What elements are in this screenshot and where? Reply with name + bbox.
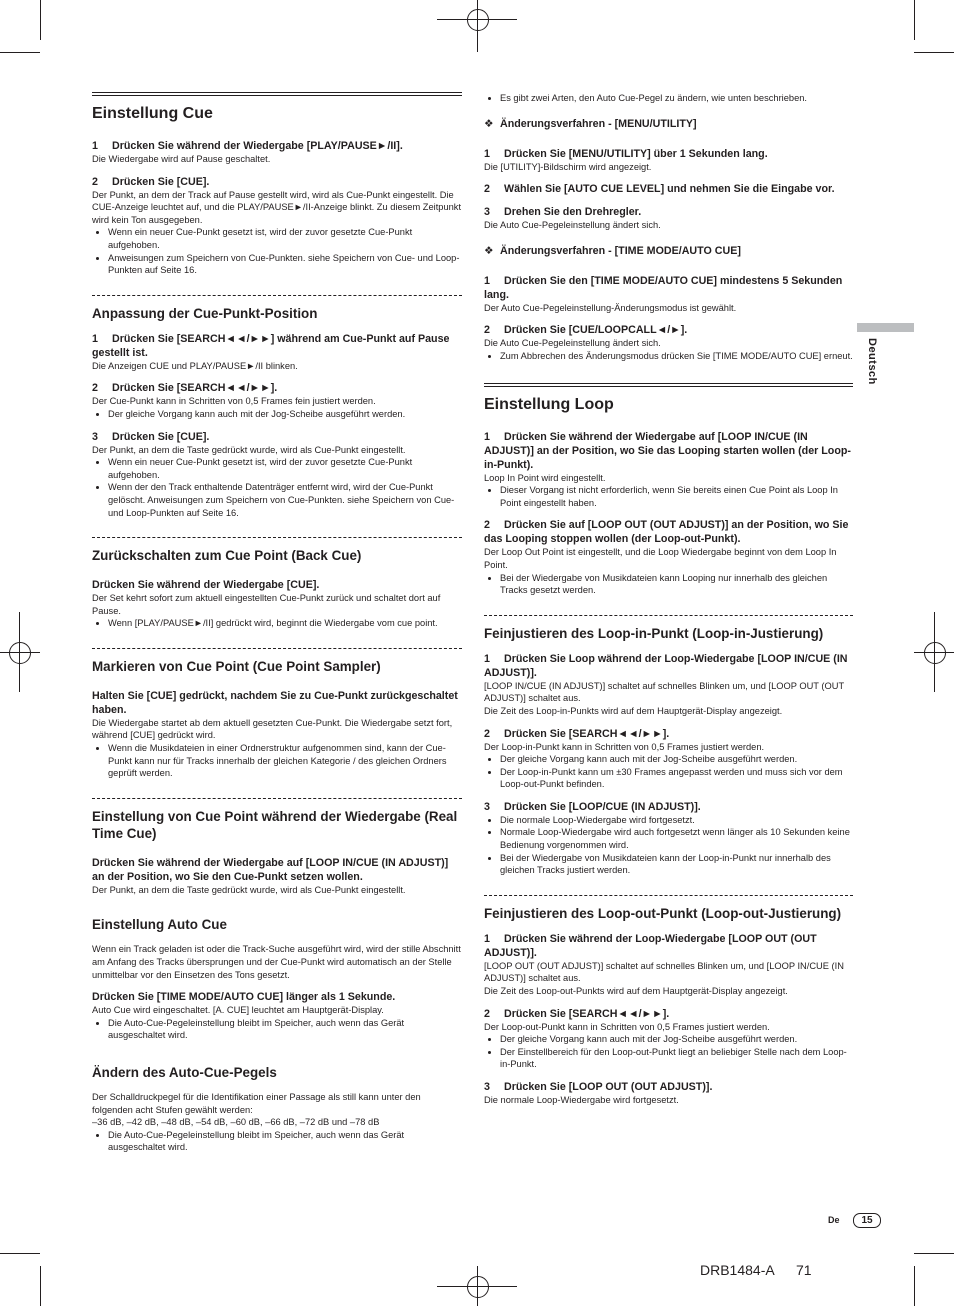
step: Halten Sie [CUE] gedrückt, nachdem Sie zu Cue-Punkt zurückgeschaltet haben. <box>92 689 458 716</box>
section-title: Einstellung Auto Cue <box>92 917 227 933</box>
step: 3 Drücken Sie [LOOP/CUE (IN ADJUST)]. <box>484 800 701 813</box>
step: 1 Drücken Sie Loop während der Loop-Wiedergabe [LOOP IN/CUE (IN ADJUST)]. <box>484 652 848 679</box>
section-title: Zurückschalten zum Cue Point (Back Cue) <box>92 537 462 564</box>
right-column <box>484 92 853 1107</box>
language-label: Deutsch <box>866 338 878 385</box>
step-text: Der Punkt, an dem die Taste gedrückt wurde, wird als Cue-Punkt eingestellt. <box>92 884 406 895</box>
section-text: Wenn ein Track geladen ist oder die Track-Suche ausgeführt wird, wird der stille Abschnitt am Anfang des Tracks übersprungen und der Cue-Punkt wird automatisch an der Stelle unmittelbar vor den Einsetzen des Tons gesetzt. <box>92 944 461 980</box>
language-tab <box>857 323 914 332</box>
step-text: Der Loop-out-Punkt kann in Schritten von 0,5 Frames justiert werden. <box>484 1021 770 1032</box>
bullet-list: • Die normale Loop-Wiedergabe wird fortgesetzt. • Normale Loop-Wiedergabe wird auch fortgesetzt wenn länger als 10 Sekunden keine Bedienung vorgenommen wird. • Bei der Wiedergabe von Musikdateien kann der Loop-in-Punkt nur innerhalb des gleichen Tracks justiert werden. <box>484 814 853 877</box>
crop-mark <box>0 52 40 53</box>
crop-mark <box>477 0 478 52</box>
crop-mark <box>40 1266 41 1306</box>
page-language: De <box>828 1215 840 1225</box>
registration-mark-top <box>467 9 489 31</box>
section-title: Einstellung von Cue Point während der Wiedergabe (Real Time Cue) <box>92 798 462 842</box>
step: 2 Drücken Sie [SEARCH◄◄/►►]. <box>92 382 278 395</box>
step: 1 Drücken Sie [MENU/UTILITY] über 1 Sekunden lang. <box>484 147 768 160</box>
document-code: DRB1484-A <box>700 1262 775 1278</box>
step-text: Die Wiedergabe startet ab dem aktuell gesetzten Cue-Punkt. Die Wiedergabe setzt fort, während [CUE] gedrückt wird. <box>92 717 453 741</box>
step-text: [LOOP IN/CUE (IN ADJUST)] schaltet auf schnelles Blinken um, und [LOOP OUT (OUT ADJUST)] schaltet aus. <box>484 680 844 704</box>
bullet-list: • Die Auto-Cue-Pegeleinstellung bleibt im Speicher, auch wenn das Gerät ausgeschaltet wird. <box>92 1129 462 1154</box>
step: 1 Drücken Sie den [TIME MODE/AUTO CUE] mindestens 5 Sekunden lang. <box>484 274 843 301</box>
step: 2 Drücken Sie [CUE/LOOPCALL◄/►]. <box>484 324 688 337</box>
step: 2 Wählen Sie [AUTO CUE LEVEL] und nehmen Sie die Eingabe vor. <box>484 183 835 196</box>
bullet-list: • Es gibt zwei Arten, den Auto Cue-Pegel zu ändern, wie unten beschrieben. <box>484 92 853 105</box>
step-text: Loop In Point wird eingestellt. <box>484 472 606 483</box>
step: 2 Drücken Sie [SEARCH◄◄/►►]. <box>484 1007 670 1020</box>
bullet-list: • Die Auto-Cue-Pegeleinstellung bleibt im Speicher, auch wenn das Gerät ausgeschaltet wird. <box>92 1017 462 1042</box>
section-title: Feinjustieren des Loop-out-Punkt (Loop-out-Justierung) <box>484 895 853 922</box>
crop-mark <box>0 652 40 653</box>
crop-mark <box>914 0 915 40</box>
bullet-list: • Wenn ein neuer Cue-Punkt gesetzt ist, wird der zuvor gesetzte Cue-Punkt aufgehoben. • Anweisungen zum Speichern von Cue-Punkten. siehe Speichern von Cue- und Loop-Punkten auf Seite 16. <box>92 226 462 276</box>
crop-mark <box>914 1253 954 1254</box>
section-text: –36 dB, –42 dB, –48 dB, –54 dB, –60 dB, –66 dB, –72 dB und –78 dB <box>92 1117 380 1128</box>
registration-mark-bottom <box>467 1276 489 1298</box>
step: 1 Drücken Sie während der Wiedergabe auf [LOOP IN/CUE (IN ADJUST)] an der Position, wo Sie das Looping starten wollen (der Loop-in-Punkt). <box>484 430 851 471</box>
section-title: Anpassung der Cue-Punkt-Position <box>92 295 462 322</box>
step-text: Auto Cue wird eingeschaltet. [A. CUE] leuchtet am Hauptgerät-Display. <box>92 1005 384 1016</box>
bullet-list: • Wenn ein neuer Cue-Punkt gesetzt ist, wird der zuvor gesetzte Cue-Punkt aufgehoben. • Wenn der den Track enthaltende Datenträger entfernt wird, wird der Cue-Punkt gelöscht. Anweisungen zum Speichern von Cue-Punkten. siehe Speichern von Cue- und Loop-Punkten auf Seite 16. <box>92 456 462 519</box>
document-page: 71 <box>796 1262 812 1278</box>
step: 2 Drücken Sie [SEARCH◄◄/►►]. <box>484 727 670 740</box>
bullet-list: • Zum Abbrechen des Änderungsmodus drücken Sie [TIME MODE/AUTO CUE] erneut. <box>484 350 853 363</box>
step: 3 Drücken Sie [CUE]. <box>92 430 210 443</box>
step-text: [LOOP OUT (OUT ADJUST)] schaltet auf schnelles Blinken um, und [LOOP IN/CUE (IN ADJUST)] schaltet aus. <box>484 960 844 984</box>
step: Drücken Sie während der Wiedergabe auf [LOOP IN/CUE (IN ADJUST)] an der Position, wo Sie den Cue-Punkt setzen wollen. <box>92 856 449 883</box>
step: Drücken Sie während der Wiedergabe [CUE]. <box>92 579 320 592</box>
step-text: Die Auto Cue-Pegeleinstellung ändert sich. <box>484 338 661 349</box>
crop-mark <box>914 652 954 653</box>
section-title: Markieren von Cue Point (Cue Point Sampler) <box>92 648 462 675</box>
crop-mark <box>914 1266 915 1306</box>
step-text: Der Set kehrt sofort zum aktuell eingestellten Cue-Punkt zurück und schaltet dort auf Pause. <box>92 593 441 616</box>
sub-heading: ❖ Änderungsverfahren - [TIME MODE/AUTO CUE] <box>484 244 741 257</box>
section-text: Der Schalldruckpegel für die Identifikation einer Passage als still kann unter den folgenden acht Stufen gewählt werden: <box>92 1092 421 1115</box>
bullet-list: • Wenn [PLAY/PAUSE►/II] gedrückt wird, beginnt die Wiedergabe vom cue point. <box>92 617 462 630</box>
bullet-list: • Der gleiche Vorgang kann auch mit der Jog-Scheibe ausgeführt werden. • Der Einstellbereich für den Loop-out-Punkt liegt an beliebiger Stelle nach dem Loop-in-Punkt. <box>484 1033 853 1071</box>
step-text: Die Zeit des Loop-out-Punkts wird auf dem Hauptgerät-Display angezeigt. <box>484 986 788 997</box>
step-text: Die Zeit des Loop-in-Punkts wird auf dem Hauptgerät-Display angezeigt. <box>484 705 783 716</box>
crop-mark <box>0 1253 40 1254</box>
step-text: Der Loop Out Point ist eingestellt, und die Loop Wiedergabe beginnt von dem Loop In Point. <box>484 547 837 570</box>
section-title: Ändern des Auto-Cue-Pegels <box>92 1065 277 1080</box>
step: 1 Drücken Sie [SEARCH◄◄/►►] während am Cue-Punkt auf Pause gestellt ist. <box>92 332 450 359</box>
crop-mark <box>437 19 517 20</box>
step-text: Die Anzeigen CUE und PLAY/PAUSE►/II blinken. <box>92 360 298 371</box>
left-column <box>92 92 462 1154</box>
bullet-list: • Bei der Wiedergabe von Musikdateien kann Looping nur innerhalb des gleichen Tracks gesetzt werden. <box>484 572 853 597</box>
sub-heading: ❖ Änderungsverfahren - [MENU/UTILITY] <box>484 117 697 130</box>
step-text: Die Wiedergabe wird auf Pause geschaltet. <box>92 154 271 164</box>
step-text: Der Punkt, an dem der Track auf Pause gestellt wird, wird als Cue-Punkt eingestellt. Die CUE-Anzeige leuchtet auf, und die PLAY/PAUSE►/II-Anzeige blinkt. Zu diesem Zeitpunkt wird kein Ton ausgegeben. <box>92 189 462 225</box>
step-text: Die normale Loop-Wiedergabe wird fortgesetzt. <box>484 1095 679 1105</box>
step-text: Der Loop-in-Punkt kann in Schritten von 0,5 Frames justiert werden. <box>484 741 765 752</box>
step: 2 Drücken Sie auf [LOOP OUT (OUT ADJUST)] an der Position, wo Sie das Looping stoppen wollen (der Loop-out-Punkt). <box>484 519 849 546</box>
step: 3 Drücken Sie [LOOP OUT (OUT ADJUST)]. <box>484 1081 713 1093</box>
section-title: Einstellung Loop <box>484 383 853 414</box>
step-text: Der Cue-Punkt kann in Schritten von 0,5 Frames fein justiert werden. <box>92 396 376 407</box>
crop-mark <box>437 1286 517 1287</box>
step: Drücken Sie [TIME MODE/AUTO CUE] länger als 1 Sekunde. <box>92 991 396 1004</box>
crop-mark <box>914 52 954 53</box>
step: 1 Drücken Sie während der Loop-Wiedergabe [LOOP OUT (OUT ADJUST)]. <box>484 932 817 959</box>
step: 1 Drücken Sie während der Wiedergabe [PLAY/PAUSE►/II]. <box>92 140 403 152</box>
page-number: 15 <box>853 1213 881 1228</box>
step: 3 Drehen Sie den Drehregler. <box>484 206 642 219</box>
bullet-list: • Der gleiche Vorgang kann auch mit der Jog-Scheibe ausgeführt werden. <box>92 408 462 421</box>
crop-mark <box>40 0 41 40</box>
step-text: Der Punkt, an dem die Taste gedrückt wurde, wird als Cue-Punkt eingestellt. <box>92 444 406 455</box>
step-text: Die [UTILITY]-Bildschirm wird angezeigt. <box>484 161 652 172</box>
bullet-list: • Wenn die Musikdateien in einer Ordnerstruktur aufgenommen sind, kann der Cue-Punkt kann nur für Tracks innerhalb der gleichen Kategorie / des gleichen Ordners geprüft werden. <box>92 742 462 780</box>
bullet-list: • Der gleiche Vorgang kann auch mit der Jog-Scheibe ausgeführt werden. • Der Loop-in-Punkt kann um ±30 Frames angepasst werden und muss sich vor dem Loop-out-Punkt befinden. <box>484 753 853 791</box>
step-text: Der Auto Cue-Pegeleinstellung-Änderungsmodus ist gewählt. <box>484 302 737 313</box>
step: 2 Drücken Sie [CUE]. <box>92 175 210 188</box>
step-text: Die Auto Cue-Pegeleinstellung ändert sich. <box>484 220 661 231</box>
bullet-list: • Dieser Vorgang ist nicht erforderlich, wenn Sie bereits einen Cue Point als Loop In Point eingestellt haben. <box>484 484 853 509</box>
section-title: Feinjustieren des Loop-in-Punkt (Loop-in-Justierung) <box>484 615 853 642</box>
registration-mark-right <box>924 642 946 664</box>
section-title: Einstellung Cue <box>92 92 462 123</box>
registration-mark-left <box>9 642 31 664</box>
